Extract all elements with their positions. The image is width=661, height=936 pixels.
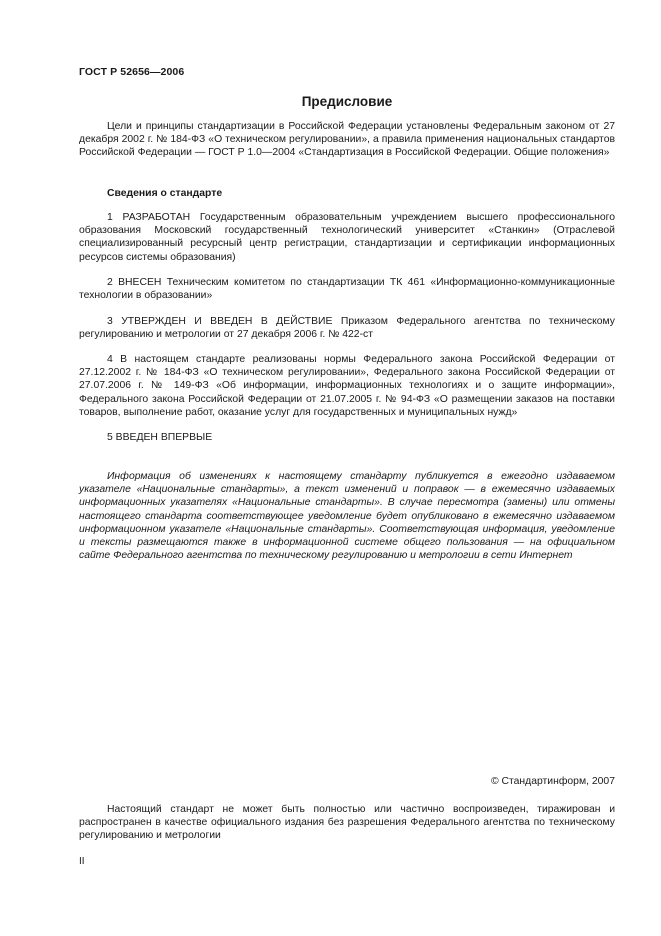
document-header: ГОСТ Р 52656—2006 bbox=[79, 66, 185, 78]
page-number: II bbox=[79, 856, 85, 867]
intro-paragraph: Цели и принципы стандартизации в Российской Федерации установлены Федеральным законом от 27 декабря 2002 г. № 184-ФЗ «О техническом регулировании», а правила применения национальных стандартов Российской Федерации — ГОСТ Р 1.0—2004 «Стандартизация в Российской Федерации. Общие положения» bbox=[79, 121, 615, 159]
item-developed: 1 РАЗРАБОТАН Государственным образовательным учреждением высшего профессионального образования Московский государственный технологический университет «Станкин» (Отраслевой специализированный ресурсный центр регистрации, стандартизации и сертификации информационных ресурсов системы образования) bbox=[79, 212, 615, 263]
changes-notice: Информация об изменениях к настоящему стандарту публикуется в ежегодно издаваемом указателе «Национальные стандарты», а текст изменений и поправок — в ежемесячно издаваемых информационных указателях «Национальные стандарты». В случае пересмотра (замены) или отмены настоящего стандарта соответствующее уведомление будет опубликовано в ежемесячно издаваемом информационном указателе «Национальные стандарты». Соответствующая информация, уведомление и тексты размещаются также в информационной системе общего пользования — на официальном сайте Федерального агентства по техническому регулированию и метрологии в сети Интернет bbox=[79, 471, 615, 562]
item-approved: 3 УТВЕРЖДЕН И ВВЕДЕН В ДЕЙСТВИЕ Приказом Федерального агентства по техническому регулированию и метрологии от 27 декабря 2006 г. № 422-ст bbox=[79, 316, 615, 341]
section-subheading: Сведения о стандарте bbox=[107, 188, 223, 199]
item-introduced: 2 ВНЕСЕН Техническим комитетом по стандартизации ТК 461 «Информационно-коммуникационные технологии в образовании» bbox=[79, 277, 615, 302]
item-first-introduced: 5 ВВЕДЕН ВПЕРВЫЕ bbox=[107, 432, 213, 443]
reproduction-notice: Настоящий стандарт не может быть полностью или частично воспроизведен, тиражирован и распространен в качестве официального издания без разрешения Федерального агентства по техническому регулированию и метрологии bbox=[79, 804, 615, 842]
item-norms: 4 В настоящем стандарте реализованы нормы Федерального закона Российской Федерации от 27.12.2002 г. № 184-ФЗ «О техническом регулировании», Федерального закона Российской Федерации от 27.07.2006 г. № 149-ФЗ «Об информации, информационных технологиях и о защите информации», Федерального закона Российской Федерации от 21.07.2005 г. № 94-ФЗ «О размещении заказов на поставки товаров, выполнение работ, оказание услуг для государственных и муниципальных нужд» bbox=[79, 354, 615, 418]
page-title: Предисловие bbox=[301, 94, 393, 109]
copyright-line: © Стандартинформ, 2007 bbox=[490, 776, 615, 787]
